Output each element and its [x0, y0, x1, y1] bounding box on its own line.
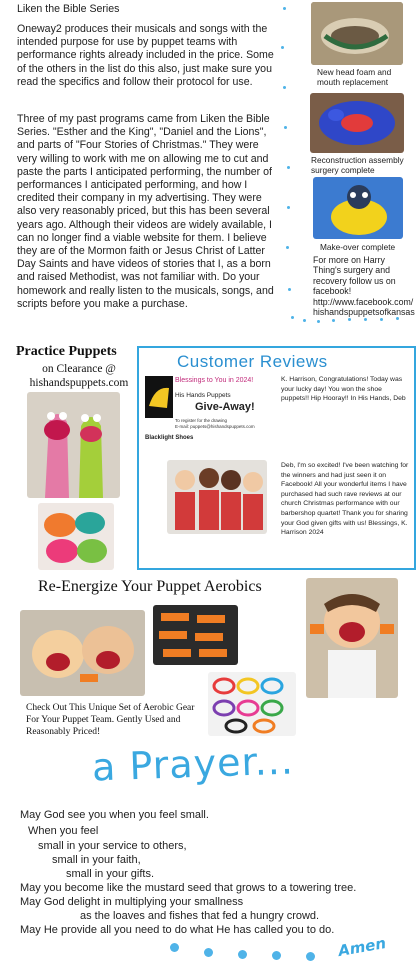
aerobic-puppet-illustration [306, 578, 398, 698]
sweatbands-photo [208, 672, 296, 736]
puppet-head-photo [311, 2, 403, 65]
makeover-photo [313, 177, 403, 239]
flyer-item: Blacklight Shoes [145, 435, 194, 441]
article-paragraph-1: Oneway2 produces their musicals and songs with the intended purpose for use by puppet teams with performance rights already included in the price. Some of the others in the list do this also, just make sure you read the specifics and follow their protocol for use. [17, 23, 274, 88]
flyer-brand: His Hands Puppets [175, 392, 231, 399]
shoe-photo [145, 376, 173, 418]
caption-reconstruction: Reconstruction assembly surgery complete [311, 155, 404, 175]
prayer-line-2: When you feel [28, 825, 99, 837]
aerobic-puppet-photo [306, 578, 398, 698]
prayer-line-4: small in your faith, [52, 854, 141, 866]
sweatbands-illustration [208, 672, 296, 736]
flyer-line1: Blessings to You in 2024! [175, 377, 254, 384]
practice-subtitle: on Clearance @ hishandspuppets.com [29, 363, 129, 389]
prayer-line-5: small in your gifts. [66, 868, 155, 880]
blue-puppet-illustration [310, 93, 404, 153]
barbershop-puppets-photo [167, 460, 267, 534]
prayer-title: a Prayer... [91, 738, 295, 790]
shoe-illustration [145, 376, 173, 418]
puppet-head-illustration [311, 2, 403, 65]
article-paragraph-2: Three of my past programs came from Liken the Bible Series. "Esther and the King", "Daniel and the Lions", and parts of "Four Stories of Christmas." They were very willing to work with me on allowing me to cut and paste the parts I anticipated performing, the number of performances I anticipated performing, and how I credited their company in my advertising. They were also very reasonably priced, but this has been several years ago. Although their videos are widely available, I can no longer find a viable website for them. I believe they are of the Mormon faith or Jesus Christ of Latter Day Saints and have videos of stories that I, as a born and raised Methodist, was not familiar with. Do your homework and really listen to the musicals, songs, and scripts before you make a purchase. [17, 113, 274, 310]
aerobic-puppets-illustration [20, 610, 145, 696]
practice-puppets-photo-2 [38, 503, 114, 570]
review-message-2: Deb, I'm so excited! I've been watching for the winners and had just seen it on Facebook! All your wonderful items I have purchased had such rave reviews at our church Christmas performance with our barbershop quartet! Thank you for sharing your God given gifts with us! Blessings, K. Harrison 2024 [281, 462, 409, 537]
flyer-register: To register for the drawing [175, 418, 228, 423]
sock-puppets-illustration [27, 392, 120, 498]
dumbbells-illustration [153, 605, 238, 665]
quartet-illustration [167, 460, 267, 534]
caption-makeover: Make-over complete [320, 242, 396, 252]
prayer-line-9: May He provide all you need to do what He has called you to do. [20, 924, 335, 936]
customer-reviews-box [137, 346, 416, 570]
yellow-puppet-illustration [313, 177, 403, 239]
prayer-line-6: May you become like the mustard seed that grows to a towering tree. [20, 882, 357, 894]
review-message-1: K. Harrison, Congratulations! Today was your lucky day! You won the shoe puppets!! Hip Hooray!! In His Hands, Deb [281, 376, 406, 403]
practice-puppets-photo [27, 392, 120, 498]
dumbbells-photo [153, 605, 238, 665]
aerobics-title: Re-Energize Your Puppet Aerobics [38, 578, 262, 595]
article-heading: Liken the Bible Series [17, 3, 120, 15]
practice-title: Practice Puppets [16, 344, 117, 359]
colorful-puppets-illustration [38, 503, 114, 570]
reviews-title: Customer Reviews [177, 352, 328, 371]
flyer-email: E-mail: puppets@hishandspuppets.com [175, 424, 255, 429]
prayer-line-7: May God delight in multiplying your smallness [20, 896, 244, 908]
prayer-line-3: small in your service to others, [38, 840, 187, 852]
aerobics-puppets-photo [20, 610, 145, 696]
caption-head-foam: New head foam and mouth replacement [317, 67, 392, 87]
prayer-line-1: May God see you when you feel small. [20, 809, 209, 821]
facebook-info: For more on Harry Thing's surgery and recovery follow us on facebook! http://www.facebook.com/ hishandspuppetsofkansas [313, 255, 415, 318]
flyer-giveaway: Give-Away! [195, 401, 255, 413]
reconstruction-photo [310, 93, 404, 153]
aerobics-caption: Check Out This Unique Set of Aerobic Gear For Your Puppet Team. Gently Used and Reasonably Priced! [26, 703, 195, 737]
prayer-line-8: as the loaves and fishes that fed a hungry crowd. [80, 910, 320, 922]
amen-text: Amen [336, 933, 388, 961]
